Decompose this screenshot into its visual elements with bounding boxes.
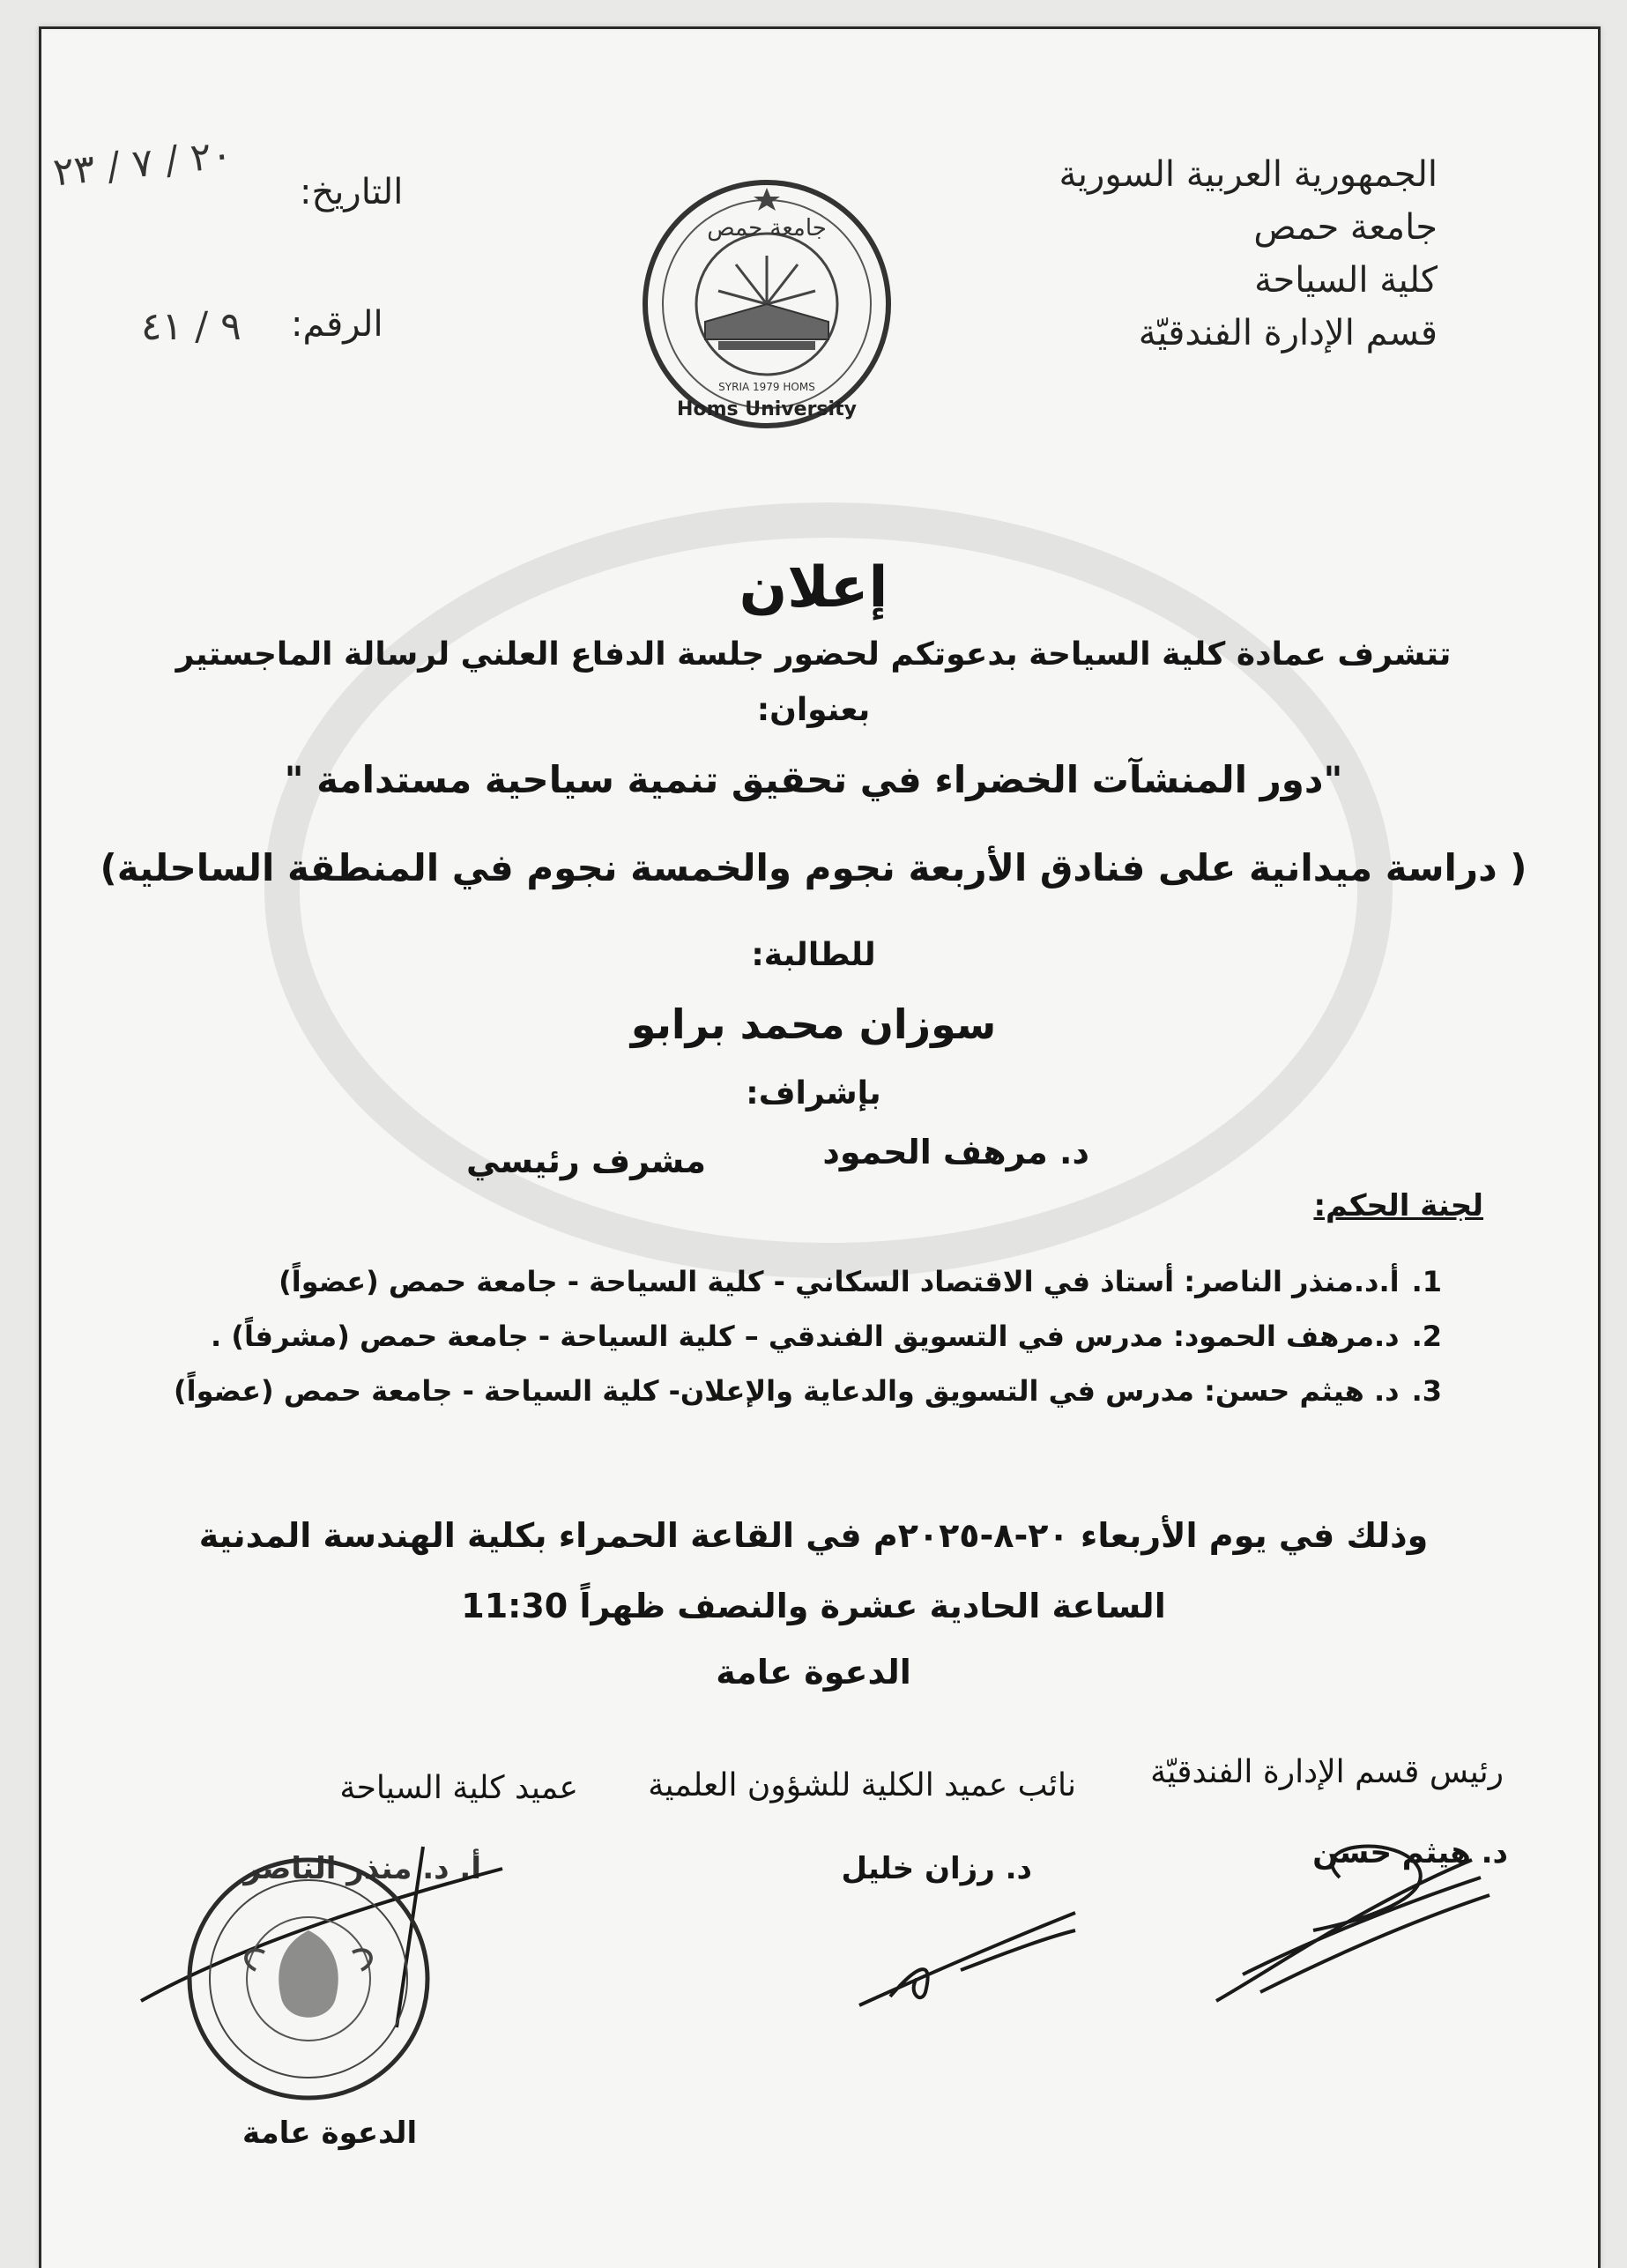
- member-text: د. هيثم حسن: مدرس في التسويق والدعاية والإعلان- كلية السياحة - جامعة حمص (عضواً): [174, 1374, 1400, 1408]
- student-label: للطالبة:: [751, 937, 876, 973]
- signature-vice-name: د. رزان خليل: [841, 1851, 1032, 1886]
- member-number: 3.: [1411, 1374, 1442, 1408]
- event-line-3: الدعوة عامة: [716, 1653, 911, 1692]
- official-stamp: [176, 1847, 441, 2111]
- event-line-2: الساعة الحادية عشرة والنصف ظهراً 11:30: [461, 1587, 1166, 1625]
- announcement-title: إعلان: [739, 555, 888, 621]
- member-text: د.مرهف الحمود: مدرس في التسويق الفندقي – كلية السياحة - جامعة حمص (مشرفاً) .: [211, 1320, 1400, 1353]
- member-text: أ.د.منذر الناصر: أستاذ في الاقتصاد السكاني - كلية السياحة - جامعة حمص (عضواً): [279, 1265, 1400, 1298]
- member-number: 1.: [1411, 1265, 1442, 1298]
- signature-vice-title: نائب عميد الكلية للشؤون العلمية: [648, 1767, 1076, 1803]
- thesis-title: "دور المنشآت الخضراء في تحقيق تنمية سياحية مستدامة ": [284, 758, 1343, 801]
- thesis-subtitle: ( دراسة ميدانية على فنادق الأربعة نجوم والخمسة نجوم في المنطقة الساحلية): [100, 846, 1527, 889]
- supervision-label: بإشراف:: [746, 1075, 881, 1112]
- committee-member-2: [211, 1320, 1442, 1353]
- signature-head-title: رئيس قسم الإدارة الفندقيّة: [1150, 1754, 1504, 1790]
- signature-head-name: د. هيثم حسن: [1312, 1835, 1508, 1870]
- student-name: سوزان محمد برابو: [630, 1000, 997, 1048]
- university-logo: [635, 172, 899, 436]
- signature-dean-title: عميد كلية السياحة: [339, 1770, 578, 1806]
- header-republic: الجمهورية العربية السورية: [1059, 154, 1438, 195]
- supervisor-name: د. مرهف الحمود: [822, 1133, 1089, 1171]
- logo-name-text: Homs University: [677, 398, 857, 420]
- member-number: 2.: [1411, 1320, 1442, 1353]
- logo-top-text: جامعة حمص: [707, 215, 827, 242]
- date-value: ٢٠ / ٧ / ٢٣: [50, 131, 234, 196]
- event-line-1: وذلك في يوم الأربعاء ٢٠-٨-٢٠٢٥م في القاعة الحمراء بكلية الهندسة المدنية: [198, 1516, 1429, 1555]
- ref-label: الرقم:: [291, 304, 383, 345]
- subject-label: بعنوان:: [756, 692, 871, 728]
- signature-dean-name: أ. د. منذر الناصر: [243, 1851, 481, 1886]
- committee-member-3: [174, 1374, 1442, 1408]
- header-university: جامعة حمص: [1253, 207, 1438, 248]
- header-department: قسم الإدارة الفندقيّة: [1138, 313, 1438, 353]
- date-label: التاريخ:: [300, 172, 404, 212]
- invitation-text: تتشرف عمادة كلية السياحة بدعوتكم لحضور جلسة الدفاع العلني لرسالة الماجستير: [175, 636, 1452, 673]
- footer-general-invitation: الدعوة عامة: [242, 2116, 418, 2151]
- committee-member-1: [279, 1265, 1442, 1298]
- committee-heading: لجنة الحكم:: [1313, 1188, 1483, 1223]
- logo-year-text: SYRIA 1979 HOMS: [718, 381, 815, 393]
- signature-head-scribble: [1207, 1825, 1507, 2019]
- signature-vice-scribble: [855, 1895, 1084, 2019]
- ref-value: ٩ / ٤١: [141, 304, 241, 349]
- supervisor-role: مشرف رئيسي: [466, 1141, 706, 1180]
- header-faculty: كلية السياحة: [1254, 260, 1438, 301]
